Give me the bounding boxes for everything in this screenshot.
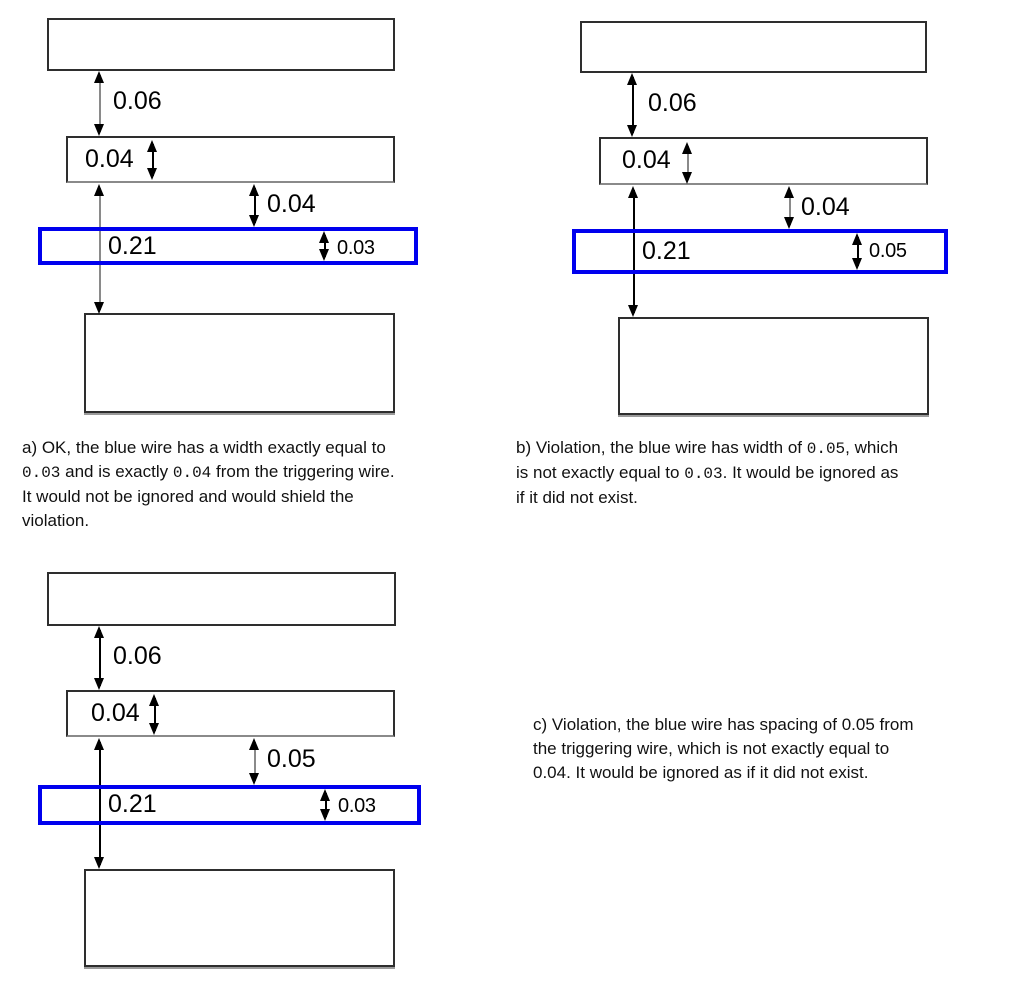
diagram-a-span-length-arrow (94, 184, 105, 314)
diagram-b-span-length-label: 0.21 (642, 237, 691, 265)
diagram-b-top-gap-label: 0.06 (648, 89, 697, 117)
caption-text-segment: 0.05 (806, 440, 846, 458)
diagram-a-top-gap-arrow (94, 71, 105, 136)
diagram-c-trigger-width-arrow (149, 694, 160, 735)
diagram-a-trigger-width-arrow (147, 140, 158, 180)
diagram-b-top-gap-arrow (627, 73, 638, 137)
diagram-c-blue-width-arrow (320, 789, 331, 821)
caption-text-segment: and is exactly (60, 462, 173, 481)
diagram-b-blue-spacing-arrow (784, 186, 795, 229)
diagram-a-span-length-label: 0.21 (108, 232, 157, 260)
diagram-c-top-wire (47, 572, 396, 626)
caption-text-segment: c) Violation, the blue wire has spacing of 0.05 from the triggering wire, which is not exactly equal to 0.04. It would be ignored as if it did not exist. (533, 715, 914, 782)
diagram-b-blue-width-label: 0.05 (869, 240, 907, 262)
diagram-a-top-wire (47, 18, 395, 71)
diagram-a-top-gap-label: 0.06 (113, 87, 162, 115)
caption-text-segment: b) Violation, the blue wire has width of (516, 438, 807, 457)
diagram-b-span-length-arrow (628, 186, 639, 317)
caption-text-segment: 0.03 (684, 465, 723, 483)
diagram-b-trigger-width-label: 0.04 (622, 146, 671, 174)
caption-text-segment: . It would be ignored as if it did not exist. (516, 463, 899, 507)
diagram-c-span-length-label: 0.21 (108, 790, 157, 818)
caption-b (516, 436, 1006, 510)
diagram-c-span-length-arrow (94, 738, 105, 869)
diagram-b-blue-spacing-label: 0.04 (801, 193, 850, 221)
diagram-a-trigger-width-label: 0.04 (85, 145, 134, 173)
diagram-b-trigger-width-arrow (682, 142, 693, 184)
diagram-a-blue-spacing-label: 0.04 (267, 190, 316, 218)
diagram-a-blue-width-arrow (319, 231, 330, 261)
caption-text-segment: 0.04 (172, 464, 212, 482)
diagram-c-trigger-width-label: 0.04 (91, 699, 140, 727)
caption-text-segment: , which is not exactly equal to (516, 438, 899, 482)
diagram-b-top-wire (580, 21, 927, 73)
caption-text-segment: 0.03 (22, 464, 61, 482)
diagram-b-bottom-wire (618, 317, 929, 415)
diagram-a-bottom-wire (84, 313, 395, 413)
caption-a (22, 436, 497, 533)
caption-text-segment: from the triggering wire. It would not be ignored and would shield the violation. (22, 462, 395, 530)
caption-text-segment: a) OK, the blue wire has a width exactly equal to (22, 438, 386, 457)
diagram-c-blue-spacing-label: 0.05 (267, 745, 316, 773)
diagram-b-blue-width-arrow (852, 233, 863, 270)
diagram-c-top-gap-label: 0.06 (113, 642, 162, 670)
caption-c (533, 713, 1008, 785)
diagram-c-blue-spacing-arrow (249, 738, 260, 785)
diagram-a-blue-spacing-arrow (249, 184, 260, 227)
diagram-c-blue-width-label: 0.03 (338, 795, 376, 817)
diagram-a-blue-width-label: 0.03 (337, 237, 375, 259)
diagram-c-bottom-wire (84, 869, 395, 967)
diagram-c-top-gap-arrow (94, 626, 105, 690)
